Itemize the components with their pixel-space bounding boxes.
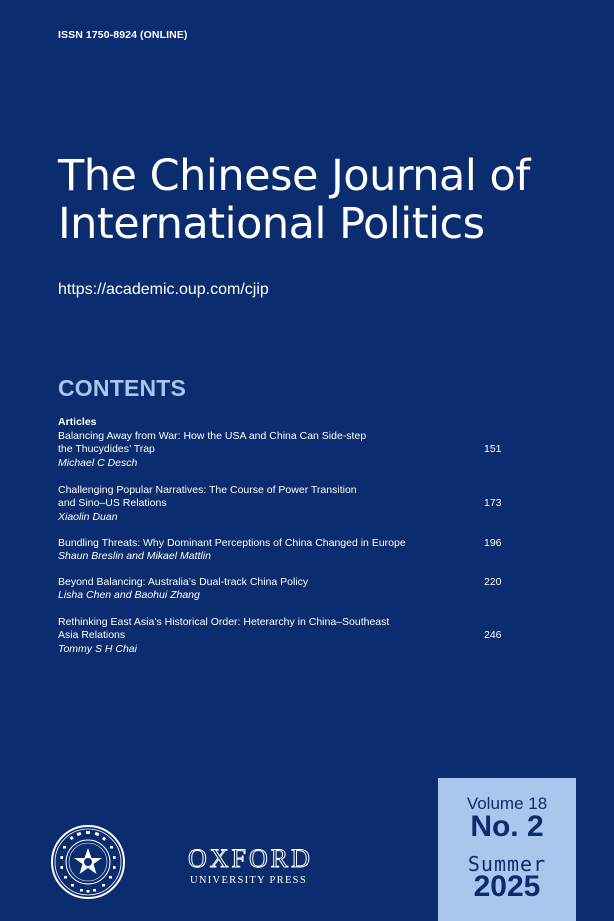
article-title: Balancing Away from War: How the USA and China Can Side-step the Thucydides’ Trap bbox=[58, 430, 367, 456]
article-page-number: 220 bbox=[484, 576, 502, 588]
article-entry[interactable] bbox=[58, 616, 508, 656]
article-author: Xiaolin Duan bbox=[58, 510, 118, 523]
article-author: Shaun Breslin and Mikael Mattlin bbox=[58, 550, 211, 563]
article-title: Challenging Popular Narratives: The Course of Power Transition and Sino–US Relations bbox=[58, 484, 357, 510]
oxford-university-press-logo bbox=[188, 846, 334, 886]
article-author: Lisha Chen and Baohui Zhang bbox=[58, 589, 200, 602]
contents-heading: CONTENTS bbox=[58, 375, 187, 401]
issn-label: ISSN 1750-8924 (ONLINE) bbox=[58, 29, 188, 41]
journal-title-line-1: The Chinese Journal of bbox=[58, 151, 530, 201]
publisher-name: OXFORD bbox=[188, 844, 313, 873]
issue-year: 2025 bbox=[473, 870, 541, 903]
volume-label: Volume 18 bbox=[466, 794, 548, 813]
issue-number: No. 2 bbox=[470, 810, 544, 843]
article-title: Beyond Balancing: Australia’s Dual-track China Policy bbox=[58, 576, 309, 588]
journal-url[interactable]: https://academic.oup.com/cjip bbox=[58, 281, 269, 298]
article-page-number: 196 bbox=[484, 537, 502, 549]
article-page-number: 151 bbox=[484, 443, 502, 455]
article-title: Bundling Threats: Why Dominant Perceptions of China Changed in Europe bbox=[58, 537, 406, 549]
journal-title bbox=[58, 152, 603, 248]
article-entry[interactable] bbox=[58, 430, 508, 470]
article-author: Michael C Desch bbox=[58, 456, 138, 469]
issue-season: Summer bbox=[467, 852, 547, 876]
articles-section-label: Articles bbox=[58, 416, 97, 428]
article-entry[interactable] bbox=[58, 576, 508, 603]
university-seal-icon bbox=[50, 824, 126, 900]
article-page-number: 173 bbox=[484, 497, 502, 509]
article-title: Rethinking East Asia’s Historical Order: Heterarchy in China–Southeast Asia Relations bbox=[58, 616, 390, 642]
article-author: Tommy S H Chai bbox=[58, 642, 137, 655]
article-page-number: 246 bbox=[484, 629, 502, 641]
journal-title-line-2: International Politics bbox=[58, 199, 485, 249]
article-entry[interactable] bbox=[58, 537, 508, 564]
publisher-subname: UNIVERSITY PRESS bbox=[190, 875, 307, 886]
issue-info-box bbox=[438, 778, 576, 921]
article-entry[interactable] bbox=[58, 484, 508, 524]
